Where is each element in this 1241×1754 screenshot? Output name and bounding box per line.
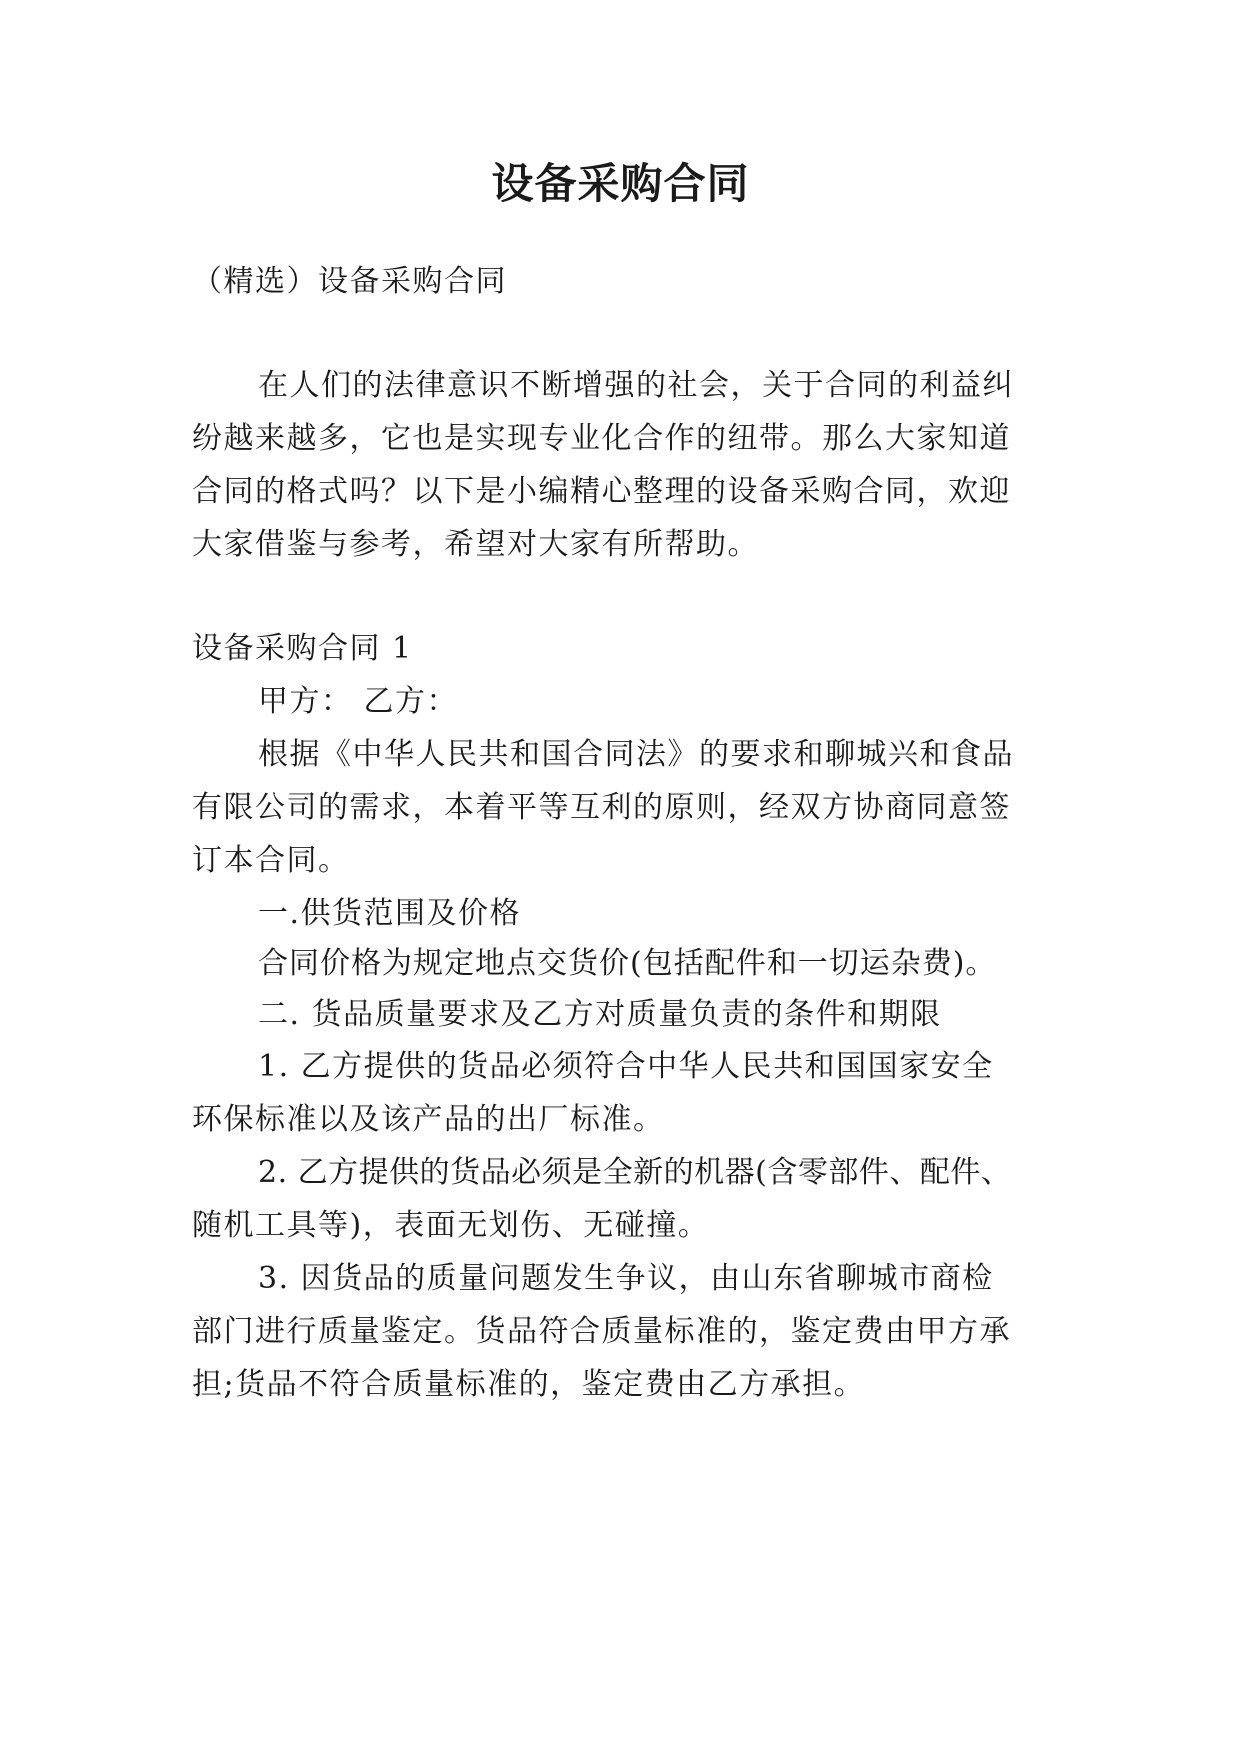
clause-line: 随机工具等)，表面无划伤、无碰撞。 [192,1208,710,1243]
clause-line: 3. 因货品的质量问题发生争议，由山东省聊城市商检 [258,1261,994,1296]
section1-heading: 一.供货范围及价格 [258,896,522,931]
contract-heading: 设备采购合同 1 [192,631,413,666]
clause-line: 环保标准以及该产品的出厂标准。 [192,1102,665,1137]
parties-line: 甲方： 乙方： [258,684,459,719]
basis-line: 订本合同。 [192,843,350,878]
intro-line: 纷越来越多，它也是实现专业化合作的纽带。那么大家知道 [192,421,1011,456]
clause-line: 部门进行质量鉴定。货品符合质量标准的，鉴定费由甲方承 [192,1314,1011,1349]
intro-line: 在人们的法律意识不断增强的社会，关于合同的利益纠 [258,368,1014,403]
document-title: 设备采购合同 [491,159,750,208]
basis-line: 根据《中华人民共和国合同法》的要求和聊城兴和食品 [258,737,1014,772]
section2-heading: 二. 货品质量要求及乙方对质量负责的条件和期限 [258,997,942,1032]
document-subtitle: （精选）设备采购合同 [192,264,507,299]
intro-line: 合同的格式吗？以下是小编精心整理的设备采购合同，欢迎 [192,474,1011,509]
clause-line: 担;货品不符合质量标准的，鉴定费由乙方承担。 [192,1367,866,1402]
clause-line: 2. 乙方提供的货品必须是全新的机器(含零部件、配件、 [258,1155,1012,1190]
section1-text: 合同价格为规定地点交货价(包括配件和一切运杂费)。 [258,946,997,981]
clause-line: 1. 乙方提供的货品必须符合中华人民共和国国家安全 [258,1049,994,1084]
intro-line: 大家借鉴与参考，希望对大家有所帮助。 [192,527,759,562]
basis-line: 有限公司的需求，本着平等互利的原则，经双方协商同意签 [192,790,1011,825]
